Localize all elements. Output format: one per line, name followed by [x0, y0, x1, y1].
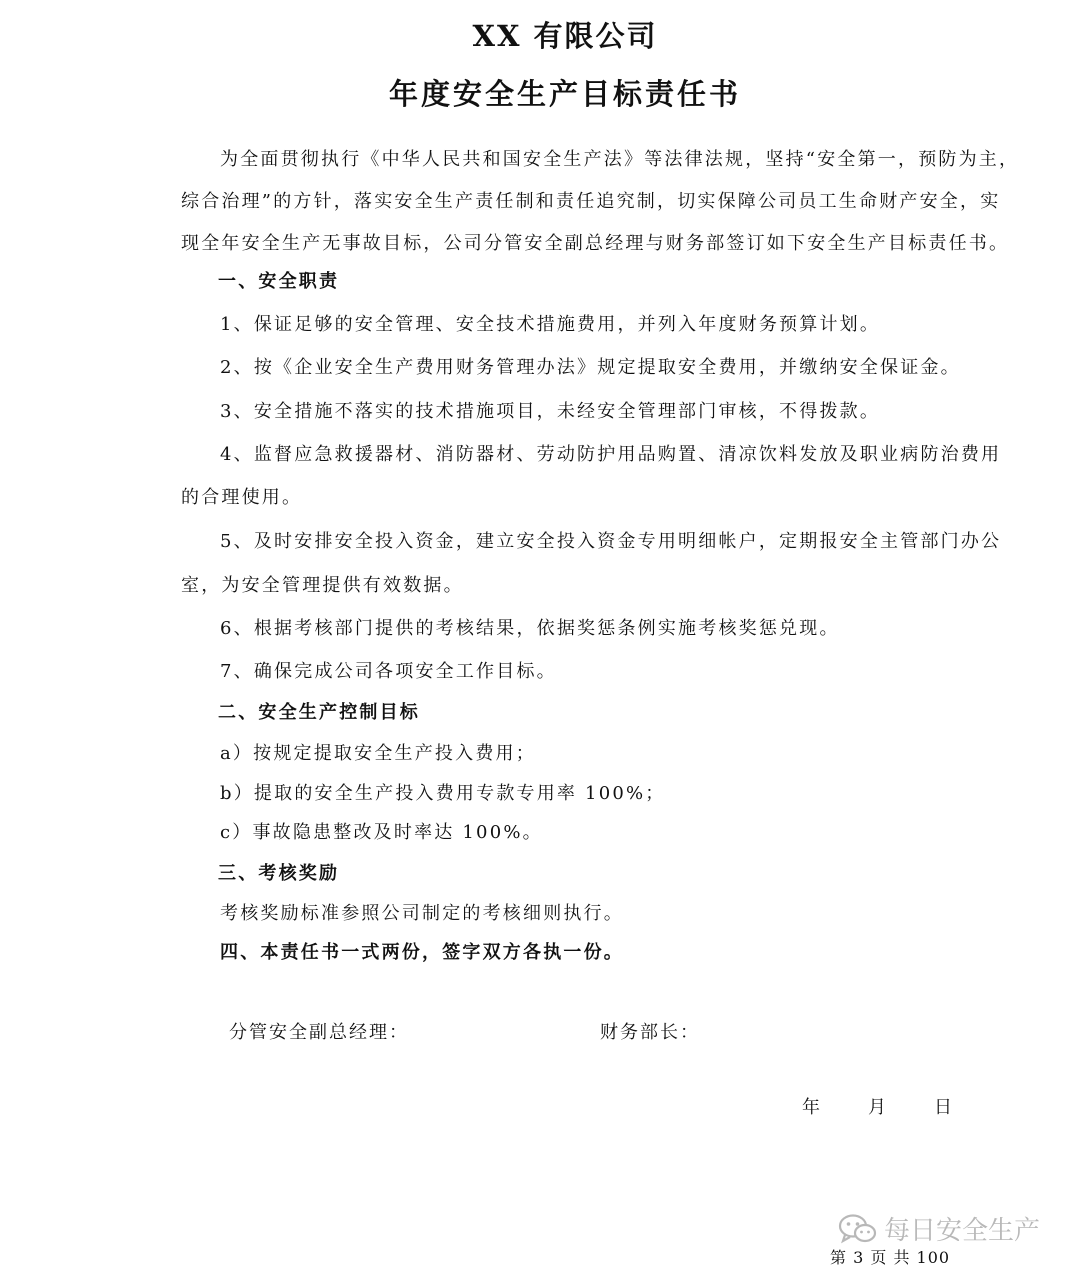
document-title: 年度安全生产目标责任书 — [388, 77, 741, 111]
wechat-icon — [838, 1213, 878, 1245]
section3-text: 考核奖励标准参照公司制定的考核细则执行。 — [220, 903, 624, 924]
date-day: 日 — [934, 1097, 952, 1118]
section1-item-2: 2、按《企业安全生产费用财务管理办法》规定提取安全费用，并缴纳安全保证金。 — [220, 357, 961, 378]
signature-finance-head: 财务部长： — [600, 1022, 700, 1043]
company-title: XX 有限公司 — [472, 19, 658, 53]
section1-item-1: 1、保证足够的安全管理、安全技术措施费用，并列入年度财务预算计划。 — [220, 314, 881, 335]
page-footer: 第 3 页 共 100 — [830, 1248, 951, 1267]
section2-heading: 二、安全生产控制目标 — [218, 702, 420, 723]
section2-item-a: a）按规定提取安全生产投入费用； — [220, 743, 536, 764]
section2-item-c: c）事故隐患整改及时率达 100%。 — [220, 822, 543, 843]
section4-heading: 四、本责任书一式两份，签字双方各执一份。 — [220, 942, 624, 963]
intro-line-2: 综合治理”的方针，落实安全生产责任制和责任追究制，切实保障公司员工生命财产安全，实 — [181, 191, 1001, 212]
section1-item-5: 5、及时安排安全投入资金，建立安全投入资金专用明细帐户，定期报安全主管部门办公 — [220, 531, 1002, 552]
intro-line-3: 现全年安全生产无事故目标，公司分管安全副总经理与财务部签订如下安全生产目标责任书。 — [181, 233, 1010, 254]
date-month: 月 — [868, 1097, 886, 1118]
section3-heading: 三、考核奖励 — [218, 863, 340, 884]
section1-item-6: 6、根据考核部门提供的考核结果，依据奖惩条例实施考核奖惩兑现。 — [220, 618, 840, 639]
intro-line-1: 为全面贯彻执行《中华人民共和国安全生产法》等法律法规，坚持“安全第一，预防为主， — [220, 149, 1020, 170]
section1-item-3: 3、安全措施不落实的技术措施项目，未经安全管理部门审核，不得拨款。 — [220, 401, 881, 422]
section1-item-5-cont: 室，为安全管理提供有效数据。 — [181, 575, 464, 596]
section2-item-b: b）提取的安全生产投入费用专款专用率 100%； — [220, 783, 666, 804]
watermark-text: 每日安全生产 — [884, 1216, 1041, 1246]
date-year: 年 — [802, 1097, 820, 1118]
section1-item-4: 4、监督应急救援器材、消防器材、劳动防护用品购置、清凉饮料发放及职业病防治费用 — [220, 444, 1002, 465]
section1-item-4-cont: 的合理使用。 — [181, 487, 303, 508]
section1-item-7: 7、确保完成公司各项安全工作目标。 — [220, 661, 557, 682]
section1-heading: 一、安全职责 — [218, 271, 340, 292]
watermark — [838, 1210, 1040, 1247]
signature-deputy-gm: 分管安全副总经理： — [229, 1022, 409, 1043]
